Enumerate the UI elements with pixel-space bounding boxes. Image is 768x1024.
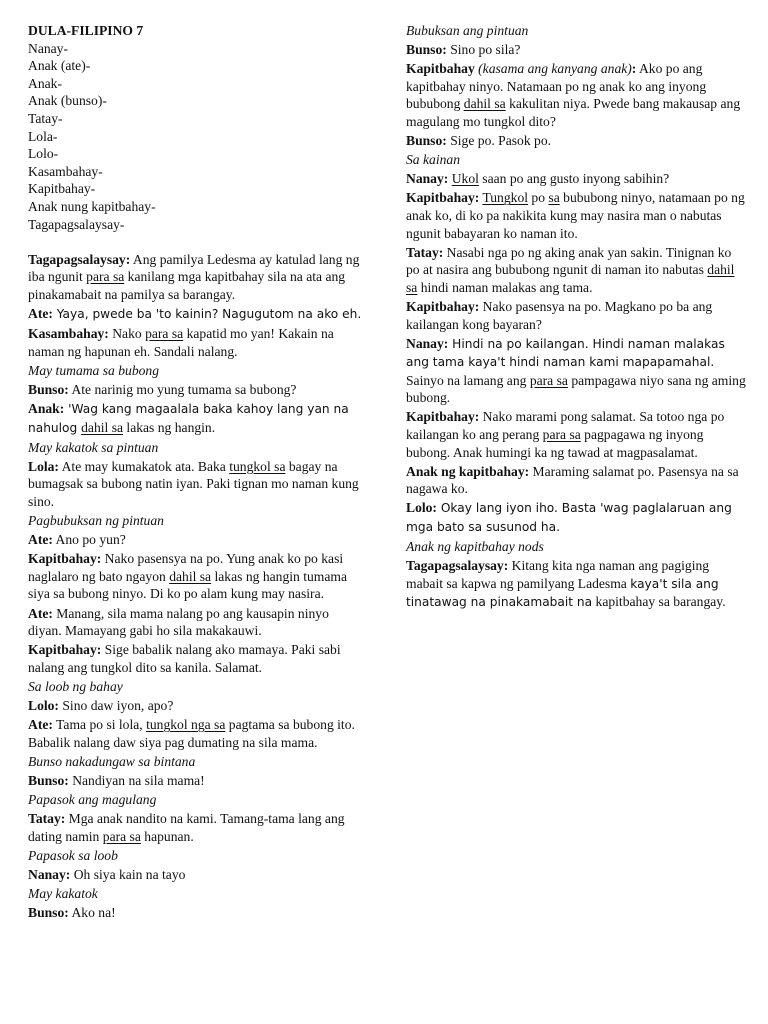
underlined-term: tungkol sa bbox=[229, 458, 286, 474]
dialogue-line bbox=[28, 531, 364, 549]
right-column bbox=[406, 22, 746, 614]
dialogue-line bbox=[28, 400, 364, 437]
stage-direction: Bubuksan ang pintuan bbox=[406, 23, 529, 38]
dialogue-text: saan po ang gusto inyong sabihin? bbox=[478, 171, 670, 187]
speaker-name: Bunso: bbox=[28, 772, 69, 788]
stage-direction: Bunso nakadungaw sa bintana bbox=[28, 753, 196, 769]
dialogue-line bbox=[406, 499, 746, 536]
dialogue-line bbox=[28, 641, 364, 676]
dialogue-line bbox=[406, 189, 746, 242]
speaker-name: Kapitbahay: bbox=[406, 298, 480, 314]
dialogue-line bbox=[28, 697, 364, 715]
dialogue-text: Kitang kita nga naman ang pagiging mabait sa kapwa ng pamilyang Ladesma bbox=[406, 558, 710, 591]
underlined-term: para sa bbox=[542, 427, 581, 443]
speaker-name: Bunso: bbox=[406, 42, 447, 58]
speaker-name: Bunso: bbox=[28, 381, 69, 397]
dialogue-text: Oh siya kain na tayo bbox=[70, 866, 186, 882]
dialogue-line bbox=[406, 244, 746, 297]
speaker-name: Ate: bbox=[28, 532, 53, 548]
dialogue-line bbox=[28, 866, 364, 884]
cast-item: Lola- bbox=[28, 128, 58, 144]
stage-direction: Anak ng kapitbahay nods bbox=[406, 539, 544, 555]
underlined-term: para sa bbox=[102, 828, 141, 844]
stage-direction: May tumama sa bubong bbox=[28, 362, 160, 378]
speaker-name: Ate: bbox=[28, 605, 53, 621]
stage-direction: Pagbubuksan ng pintuan bbox=[28, 513, 164, 529]
underlined-term: dahil sa bbox=[463, 96, 506, 112]
speaker-name: Tatay: bbox=[406, 244, 444, 260]
page-title: DULA-FILIPINO 7 bbox=[28, 23, 144, 38]
dialogue-text: (kasama ang kanyang anak) bbox=[474, 61, 632, 77]
speaker-name: Kapitbahay: bbox=[28, 551, 102, 567]
underlined-term: sa bbox=[548, 190, 560, 206]
speaker-name: Anak ng kapitbahay: bbox=[406, 463, 530, 479]
speaker-name: Nanay: bbox=[406, 171, 449, 187]
speaker-name: Nanay: bbox=[28, 866, 71, 882]
dialogue-text: Mga anak nandito na kami. Tamang-tama lang ang dating namin bbox=[28, 811, 345, 844]
speaker-name: Anak: bbox=[28, 400, 65, 416]
underlined-term: dahil sa bbox=[406, 262, 735, 295]
dialogue-text: Nandiyan na sila mama! bbox=[68, 772, 205, 788]
underlined-term: para sa bbox=[86, 269, 125, 285]
speaker-name: Lola: bbox=[28, 458, 59, 474]
speaker-name: Kapitbahay: bbox=[406, 190, 480, 206]
dialogue-text: Ano po yun? bbox=[52, 532, 126, 548]
underlined-term: para sa bbox=[145, 326, 184, 342]
dialogue-text: Ang pamilya Ledesma ay katulad lang ng iba ngunit bbox=[28, 251, 360, 285]
script-right bbox=[406, 22, 746, 612]
spacer bbox=[28, 233, 364, 251]
dialogue-line bbox=[406, 41, 746, 59]
dialogue-line bbox=[28, 810, 364, 845]
dialogue-text: Maraming salamat po. Pasensya na sa nagawa ko. bbox=[406, 463, 739, 497]
dialogue-text: lakas ng hangin. bbox=[123, 419, 216, 435]
cast-list bbox=[28, 40, 364, 234]
dialogue-text: kaya't sila ang tinatawag na pinakamabait na bbox=[406, 576, 719, 610]
cast-item: Tatay- bbox=[28, 110, 63, 126]
dialogue-text: pagtama sa bubong ito. Babalik nalang daw siya pag dumating na sila mama. bbox=[28, 717, 355, 750]
speaker-name: Tagapagsalaysay: bbox=[28, 251, 131, 267]
dialogue-line bbox=[406, 408, 746, 461]
dialogue-text: Hindi na po kailangan. Hindi naman malakas ang tama kaya't hindi naman kami mapapamahal. bbox=[406, 336, 725, 370]
dialogue-text: Sainyo na lamang ang bbox=[406, 372, 530, 388]
dialogue-text: Ate may kumakatok ata. Baka bbox=[58, 458, 230, 474]
dialogue-line bbox=[28, 251, 364, 304]
dialogue-text: Nako pasensya na po. Yung anak ko po kasi naglalaro ng bato ngayon bbox=[28, 551, 344, 584]
stage-direction: Sa kainan bbox=[406, 152, 460, 168]
stage-direction: Sa loob ng bahay bbox=[28, 678, 123, 694]
dialogue-text: bububong ninyo, natamaan po ng anak ko, di ko pa nakikita kung may nasira man o nabutas ngunit babayaran ko naman ito. bbox=[406, 190, 745, 241]
cast-item: Anak nung kapitbahay- bbox=[28, 198, 156, 214]
dialogue-text: Okay lang iyon iho. Basta 'wag paglalaruan ang mga bato sa susunod ha. bbox=[406, 501, 732, 535]
cast-item: Tagapagsalaysay- bbox=[28, 216, 125, 232]
dialogue-text: kakulitan niya. Pwede bang makausap ang magulang mo tungkol dito? bbox=[406, 96, 741, 129]
dialogue-text: Nako pasensya na po. Magkano po ba ang kailangan kong bayaran? bbox=[406, 298, 713, 332]
speaker-name: Kasambahay: bbox=[28, 326, 109, 342]
speaker-name: Bunso: bbox=[406, 133, 447, 149]
dialogue-line bbox=[28, 305, 364, 324]
speaker-name: Kapitbahay bbox=[406, 61, 475, 77]
dialogue-line bbox=[406, 463, 746, 498]
cast-item: Anak (bunso)- bbox=[28, 93, 107, 109]
script-left bbox=[28, 251, 364, 922]
dialogue-text: Sino po sila? bbox=[446, 42, 521, 58]
speaker-name: Lolo: bbox=[28, 697, 59, 713]
dialogue-text: Yaya, pwede ba 'to kainin? Nagugutom na ako eh. bbox=[52, 307, 362, 321]
dialogue-text: Nasabi nga po ng aking anak yan sakin. Tinignan ko po at nasira ang bububong ngunit di naman ito nabutas bbox=[406, 244, 732, 278]
dialogue-text: po bbox=[528, 190, 549, 206]
dialogue-text: Nako bbox=[108, 326, 146, 342]
dialogue-line bbox=[406, 132, 746, 150]
dialogue-line bbox=[28, 605, 364, 640]
underlined-term: Tungkol bbox=[482, 190, 529, 206]
underlined-term: para sa bbox=[529, 372, 568, 388]
dialogue-line bbox=[28, 458, 364, 511]
dialogue-text: kapitbahay sa barangay. bbox=[592, 594, 726, 610]
cast-item: Lolo- bbox=[28, 146, 59, 162]
dialogue-line bbox=[406, 298, 746, 333]
underlined-term: dahil sa bbox=[169, 568, 212, 584]
stage-direction: Papasok sa loob bbox=[28, 847, 118, 863]
dialogue-text: hindi naman malakas ang tama. bbox=[417, 279, 593, 295]
dialogue-text: Ako na! bbox=[68, 905, 116, 920]
dialogue-text: lakas ng hangin tumama siya sa bubong ninyo. Di ko po alam kung may nasira. bbox=[28, 568, 347, 602]
dialogue-text: Ako po ang kapitbahay ninyo. Natamaan po ng anak ko ang inyong bububong bbox=[406, 61, 707, 112]
dialogue-text: pampagawa niyo sana ng aming bubong. bbox=[406, 372, 746, 406]
stage-direction: May kakatok sa pintuan bbox=[28, 439, 159, 455]
dialogue-line bbox=[28, 904, 364, 922]
dialogue-line bbox=[406, 60, 746, 130]
dialogue-text: Nako marami pong salamat. Sa totoo nga po kailangan ko ang perang bbox=[406, 409, 725, 443]
speaker-name: Kapitbahay: bbox=[406, 409, 480, 425]
dialogue-text: Ate narinig mo yung tumama sa bubong? bbox=[68, 381, 297, 397]
dialogue-line bbox=[28, 325, 364, 360]
dialogue-text: Sige babalik nalang ako mamaya. Paki sabi nalang ang tungkol dito sa kanila. Salamat. bbox=[28, 642, 341, 675]
dialogue-text: bagay na bumagsak sa bubong natin iyan. Paki tignan mo naman kung sino. bbox=[28, 458, 359, 509]
dialogue-line bbox=[406, 170, 746, 188]
left-column bbox=[28, 22, 364, 923]
dialogue-line bbox=[28, 381, 364, 399]
dialogue-line bbox=[28, 550, 364, 603]
cast-item: Kapitbahay- bbox=[28, 181, 96, 197]
speaker-name: Tatay: bbox=[28, 811, 66, 827]
cast-item: Anak- bbox=[28, 75, 62, 91]
dialogue-line bbox=[406, 335, 746, 407]
speaker-name: Ate: bbox=[28, 717, 53, 733]
dialogue-line bbox=[406, 557, 746, 612]
underlined-term: tungkol nga sa bbox=[146, 717, 226, 733]
dialogue-text: Sige po. Pasok po. bbox=[446, 133, 552, 149]
dialogue-text: Tama po si lola, bbox=[52, 717, 147, 733]
speaker-name: Kapitbahay: bbox=[28, 642, 102, 658]
speaker-name: Ate: bbox=[28, 306, 53, 321]
dialogue-text: kapatid mo yan! Kakain na naman ng hapunan eh. Sandali nalang. bbox=[28, 326, 334, 359]
speaker-name: Lolo: bbox=[406, 500, 437, 516]
speaker-name: Tagapagsalaysay: bbox=[406, 558, 509, 574]
stage-direction: Papasok ang magulang bbox=[28, 791, 157, 807]
speaker-name: Bunso: bbox=[28, 905, 69, 920]
underlined-term: Ukol bbox=[451, 171, 479, 187]
cast-item: Anak (ate)- bbox=[28, 58, 91, 74]
underlined-term: dahil sa bbox=[81, 419, 124, 435]
stage-direction: May kakatok bbox=[28, 885, 98, 901]
dialogue-text: pagpagawa ng inyong bubong. Anak humingi ka ng tawad at magpasalamat. bbox=[406, 427, 704, 460]
dialogue-line bbox=[28, 772, 364, 790]
dialogue-text: Sino daw iyon, apo? bbox=[58, 697, 174, 713]
cast-item: Kasambahay- bbox=[28, 163, 103, 179]
dialogue-text: hapunan. bbox=[140, 828, 194, 844]
dialogue-text: : bbox=[631, 61, 637, 77]
dialogue-line bbox=[28, 716, 364, 751]
dialogue-text: 'Wag kang magaalala baka kahoy lang yan na nahulog bbox=[28, 401, 349, 435]
dialogue-text: kanilang mga kapitbahay sila na ata ang pinakamabait na pamilya sa barangay. bbox=[28, 269, 346, 302]
speaker-name: Nanay: bbox=[406, 335, 449, 351]
dialogue-text: Manang, sila mama nalang po ang kausapin ninyo diyan. Mamayang gabi ho sila makakauwi. bbox=[28, 605, 329, 639]
cast-item: Nanay- bbox=[28, 40, 69, 56]
